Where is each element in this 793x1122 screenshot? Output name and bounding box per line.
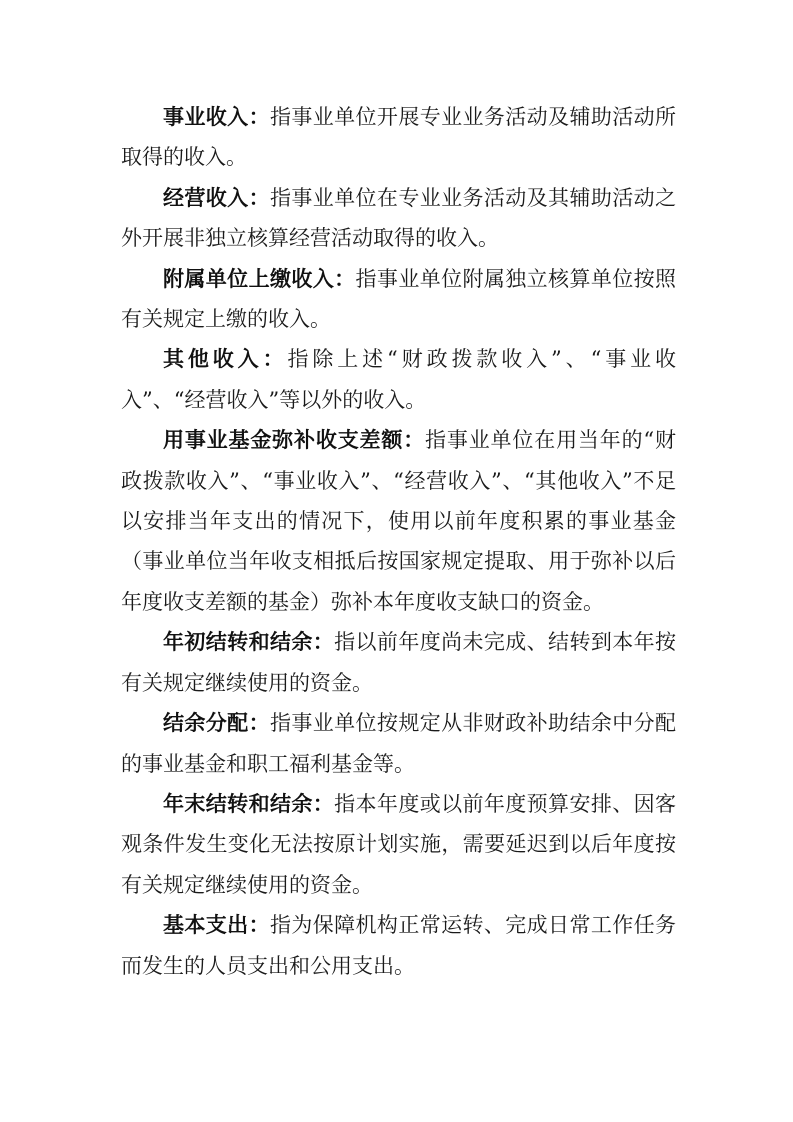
definition-paragraph [121,703,676,784]
definition-paragraph [121,784,676,905]
definition-term: 其他收入： [163,347,288,372]
definition-paragraph [121,178,676,259]
definition-text: 指事业单位在用当年的“财政拨款收入”、“事业收入”、“经营收入”、“其他收入”不足以安排当年支出的情况下，使用以前年度积累的事业基金（事业单位当年收支相抵后按国家规定提取、用于弥补以后年度收支差额的基金）弥补本年度收支缺口的资金。 [121,428,676,614]
definition-paragraph [121,97,676,178]
definition-paragraph [121,905,676,986]
definition-paragraph [121,259,676,340]
definition-text: 指事业单位开展专业业务活动及辅助活动所取得的收入。 [121,105,677,170]
definition-term: 附属单位上缴收入： [163,266,356,291]
definition-text: 指事业单位按规定从非财政补助结余中分配的事业基金和职工福利基金等。 [121,711,677,776]
definition-term: 结余分配： [163,711,270,736]
definition-paragraph [121,339,676,420]
definition-paragraph [121,622,676,703]
definition-text: 指本年度或以前年度预算安排、因客观条件发生变化无法按原计划实施，需要延迟到以后年度按有关规定继续使用的资金。 [121,791,677,897]
definition-text: 指以前年度尚未完成、结转到本年按有关规定继续使用的资金。 [121,630,677,695]
definition-term: 经营收入： [163,185,270,210]
definition-text: 指除上述“财政拨款收入”、“事业收入”、“经营收入”等以外的收入。 [121,347,677,412]
definition-term: 用事业基金弥补收支差额： [163,428,426,453]
definition-term: 事业收入： [163,105,270,129]
definition-text: 指事业单位在专业业务活动及其辅助活动之外开展非独立核算经营活动取得的收入。 [121,185,677,251]
definition-term: 年末结转和结余： [163,791,335,816]
definition-term: 基本支出： [163,913,270,938]
definition-paragraph [121,420,676,622]
definition-text: 指为保障机构正常运转、完成日常工作任务而发生的人员支出和公用支出。 [121,913,677,978]
definition-term: 年初结转和结余： [163,630,335,655]
document-body [121,97,676,986]
definition-text: 指事业单位附属独立核算单位按照有关规定上缴的收入。 [121,266,677,332]
